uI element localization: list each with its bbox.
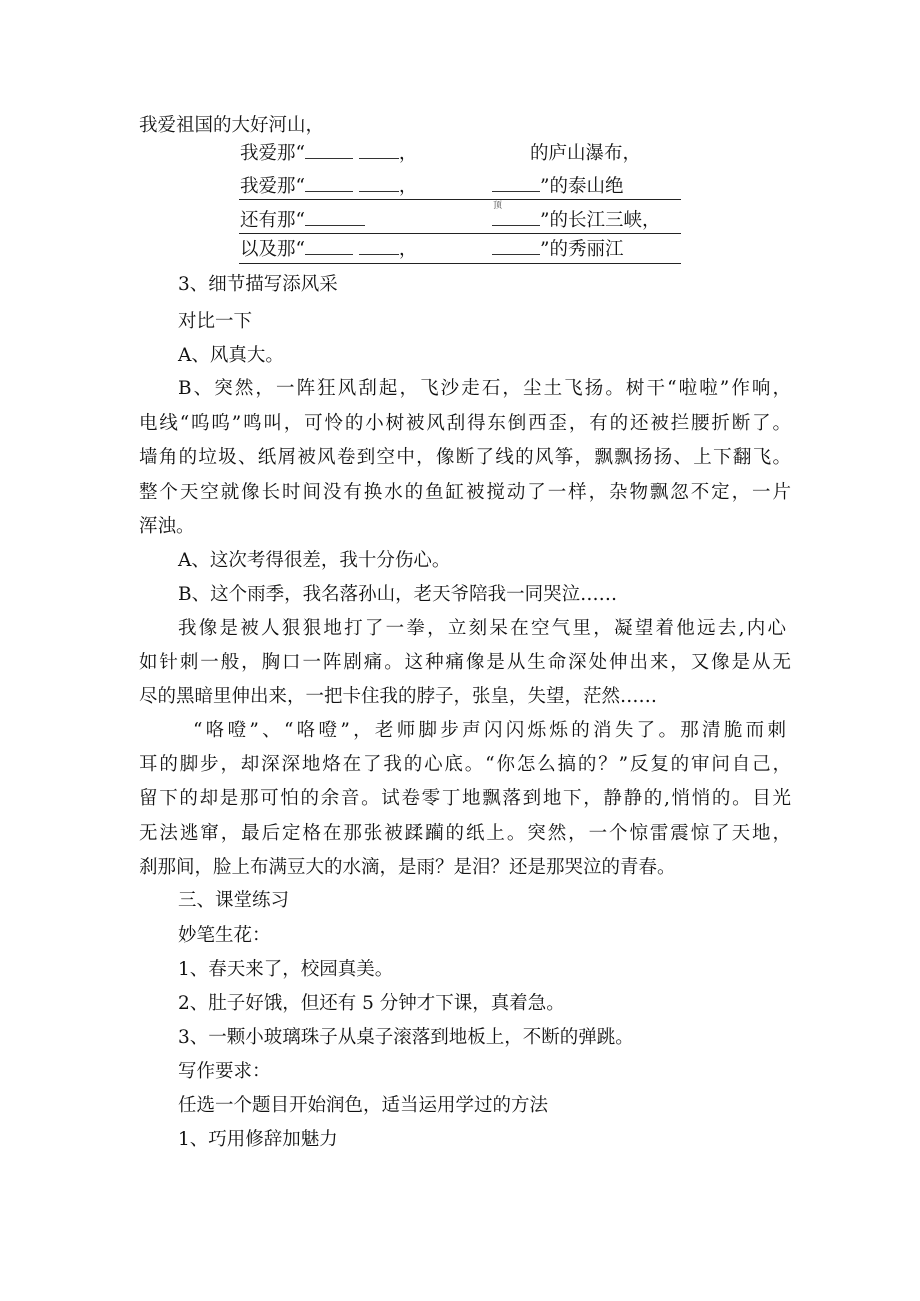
writing-requirement: 写作要求：	[178, 1061, 271, 1082]
poem-line-1-end: 的庐山瀑布，	[530, 143, 642, 164]
compare-title: 对比一下	[178, 311, 253, 332]
blank[interactable]	[305, 175, 353, 192]
method-1: 1、巧用修辞加魅力	[178, 1129, 338, 1150]
poem-line-4-start: 以及那“	[240, 239, 305, 260]
exercise-3: 3、一颗小玻璃珠子从桌子滚落到地板上，不断的弹跳。	[178, 1027, 634, 1048]
paragraph-2-last: 刹那间，脸上布满豆大的水滴，是雨？是泪？还是那哭泣的青春。	[139, 857, 676, 878]
blank[interactable]	[359, 142, 399, 159]
paragraph-1-last: 尽的黑暗里伸出来，一把卡住我的脖子，张皇，失望，茫然……	[139, 686, 658, 707]
miaobi-title: 妙笔生花：	[178, 925, 271, 946]
exercise-2: 2、肚子好饿，但还有 5 分钟才下课，真着急。	[178, 993, 565, 1014]
poem-line-2	[240, 175, 417, 199]
poem-line-4-end-text: ”的秀丽江	[540, 239, 624, 260]
example-a2: A、这次考得很差，我十分伤心。	[178, 550, 451, 571]
blank[interactable]	[305, 238, 353, 255]
blank[interactable]	[305, 209, 365, 226]
poem-line-4-end	[492, 238, 623, 262]
blank[interactable]	[359, 175, 399, 192]
paragraph-1-line: 如针刺一般，胸口一阵剧痛。这种痛像是从生命深处伸出来，又像是从无	[139, 652, 791, 673]
paragraph-2-line: 耳的脚步，却深深地烙在了我的心底。“你怎么搞的？”反复的审问自己，	[139, 754, 791, 775]
poem-line-4	[240, 238, 417, 262]
table-rule	[239, 263, 681, 264]
choose-topic: 任选一个题目开始润色，适当运用学过的方法	[178, 1095, 549, 1116]
poem-line-2-end	[492, 175, 623, 199]
exercise-1: 1、春天来了，校园真美。	[178, 959, 394, 980]
poem-line-2-end-text: ”的泰山绝	[540, 176, 624, 197]
table-rule	[239, 233, 681, 234]
paragraph-2-line: “咯噔”、“咯噔”，老师脚步声闪闪烁烁的消失了。那清脆而刺	[193, 720, 786, 741]
blank[interactable]	[492, 238, 540, 255]
paragraph-2-line: 无法逃窜，最后定格在那张被蹂躏的纸上。突然，一个惊雷震惊了天地，	[139, 823, 791, 844]
example-a1: A、风真大。	[178, 345, 284, 366]
poem-line-3	[240, 209, 365, 233]
poem-line-1-sep: ，	[398, 143, 418, 164]
poem-intro: 我爱祖国的大好河山，	[139, 115, 325, 136]
example-b2: B、这个雨季，我名落孙山，老天爷陪我一同哭泣……	[178, 584, 618, 605]
blank[interactable]	[305, 142, 353, 159]
example-b1-line: B、突然，一阵狂风刮起，飞沙走石，尘土飞扬。树干“啦啦”作响，	[178, 378, 791, 399]
paragraph-2-line: 留下的却是那可怕的余音。试卷零丁地飘落到地下，静静的,悄悄的。目光	[139, 788, 791, 809]
poem-line-1-start: 我爱那“	[240, 143, 305, 164]
blank[interactable]	[492, 175, 540, 192]
poem-line-1	[240, 142, 417, 166]
example-b1-last: 浑浊。	[139, 516, 195, 537]
example-b1-line: 电线“呜呜”鸣叫，可怜的小树被风刮得东倒西歪，有的还被拦腰折断了。	[139, 413, 791, 434]
paragraph-1-line: 我像是被人狠狠地打了一拳，立刻呆在空气里，凝望着他远去,内心	[178, 618, 786, 639]
poem-line-4-sep: ，	[398, 239, 418, 260]
section-3-title: 3、细节描写添风采	[178, 274, 338, 295]
example-b1-line: 整个天空就像长时间没有换水的鱼缸被搅动了一样，杂物飘忽不定，一片	[139, 482, 791, 503]
poem-line-3-end-text: ”的长江三峡，	[540, 210, 661, 231]
poem-line-2-sep: ，	[398, 176, 418, 197]
section-three-title: 三、课堂练习	[178, 890, 290, 911]
poem-line-3-start: 还有那“	[240, 210, 305, 231]
poem-line-2-start: 我爱那“	[240, 176, 305, 197]
ghost-glyph: 顶	[493, 201, 503, 211]
blank[interactable]	[492, 209, 540, 226]
blank[interactable]	[359, 238, 399, 255]
example-b1-line: 墙角的垃圾、纸屑被风卷到空中，像断了线的风筝，飘飘扬扬、上下翻飞。	[139, 447, 791, 468]
table-rule	[239, 199, 681, 200]
poem-line-3-end	[492, 209, 660, 233]
